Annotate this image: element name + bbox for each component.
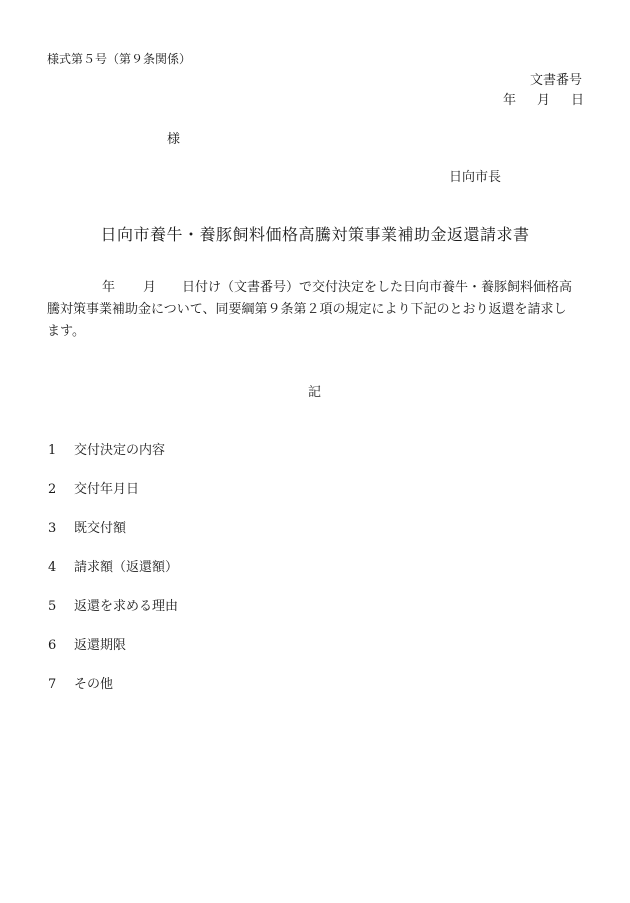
item-number: 2 <box>48 482 57 497</box>
document-number: 文書番号 <box>530 73 583 88</box>
item-number: 1 <box>48 443 57 458</box>
item-label: その他 <box>74 677 114 692</box>
list-item <box>48 439 165 458</box>
item-label: 交付年月日 <box>74 482 140 497</box>
body-line1-rest: 日付け（文書番号）で交付決定をした日向市養牛・養豚飼料価格高 <box>182 280 573 295</box>
item-number: 6 <box>48 638 57 653</box>
ki-heading: 記 <box>308 385 322 400</box>
body-line2: 騰対策事業補助金について、同要綱第９条第２項の規定により下記のとおり返還を請求し <box>47 302 567 317</box>
item-label: 返還期限 <box>74 638 127 653</box>
item-number: 3 <box>48 521 57 536</box>
item-label: 交付決定の内容 <box>74 443 166 458</box>
date-day: 日 <box>571 93 585 108</box>
body-line1-month: 月 <box>143 280 157 295</box>
list-item <box>48 673 113 692</box>
form-label: 様式第５号（第９条関係） <box>47 52 192 66</box>
addressee-suffix: 様 <box>167 132 181 147</box>
item-label: 返還を求める理由 <box>74 599 179 614</box>
body-line1-year: 年 <box>102 280 116 295</box>
item-number: 7 <box>48 677 57 692</box>
item-number: 4 <box>48 560 57 575</box>
item-label: 請求額（返還額） <box>74 560 179 575</box>
list-item <box>48 634 126 653</box>
date-month: 月 <box>537 93 551 108</box>
item-number: 5 <box>48 599 57 614</box>
date-year: 年 <box>503 93 517 108</box>
document-title: 日向市養牛・養豚飼料価格高騰対策事業補助金返還請求書 <box>100 225 530 244</box>
list-item <box>48 478 139 497</box>
list-item <box>48 595 178 614</box>
body-line3: ます。 <box>47 324 85 339</box>
list-item <box>48 556 178 575</box>
list-item <box>48 517 126 536</box>
issuer: 日向市長 <box>449 170 502 185</box>
item-label: 既交付額 <box>74 521 127 536</box>
